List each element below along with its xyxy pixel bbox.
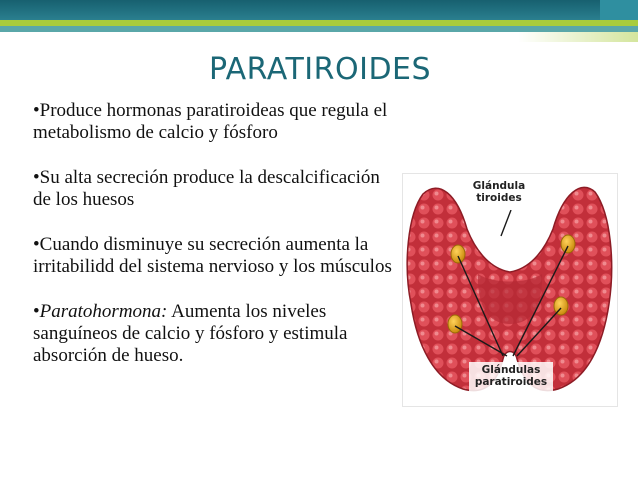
bullet-list	[33, 100, 393, 367]
parathyroid-gland	[561, 235, 575, 253]
thyroid-illustration	[402, 173, 618, 407]
parathyroid-gland	[554, 297, 568, 315]
bullet-item: •Cuando disminuye su secreción aumenta la irritabilidd del sistema nervioso y los músculos	[33, 234, 392, 277]
bullet-text: Aumenta los niveles sanguíneos de calcio y fósforo y estimula absorción de hueso.	[33, 301, 348, 366]
header-band-accent	[600, 0, 638, 20]
slide-title: PARATIROIDES	[208, 52, 432, 87]
header-band	[0, 0, 638, 20]
bullet-item: •Su alta secreción produce la descalcificación de los huesos	[33, 167, 380, 210]
bullet-term: Paratohormona:	[39, 301, 168, 322]
header-corner-decoration	[518, 32, 638, 42]
header-band-dark	[0, 0, 638, 20]
parathyroid-gland	[448, 315, 462, 333]
label-thyroid-line-1: Glándula	[472, 180, 526, 192]
parathyroid-gland	[451, 245, 465, 263]
bullet-item: •Produce hormonas paratiroideas que regula el metabolismo de calcio y fósforo	[33, 100, 388, 143]
bullet-marker: •	[33, 301, 40, 322]
bullet-item	[33, 301, 393, 367]
label-thyroid	[465, 180, 533, 204]
label-thyroid-line-2: tiroides	[476, 192, 522, 204]
label-parathyroid-line-2: paratiroides	[474, 376, 548, 388]
label-parathyroid-line-1: Glándulas	[481, 364, 541, 376]
label-parathyroid	[469, 364, 553, 388]
